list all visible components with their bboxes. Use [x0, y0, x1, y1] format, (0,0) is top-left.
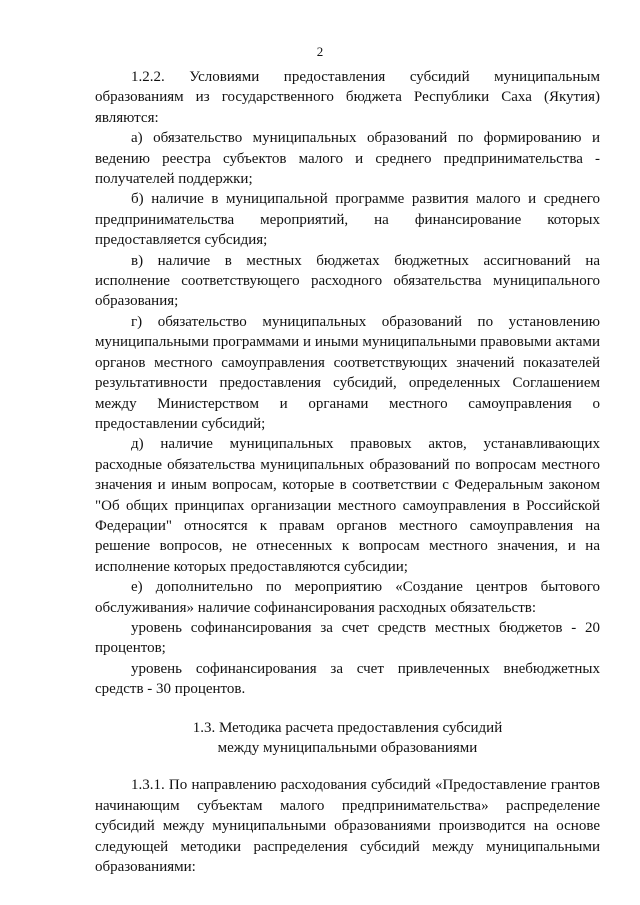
condition-item-b: б) наличие в муниципальной программе развития малого и среднего предпринимательства мероприятий, на финансирование которых предоставляется субсидия;: [95, 191, 600, 249]
page-number: 2: [316, 44, 324, 59]
condition-item-e: е) дополнительно по мероприятию «Создание центров бытового обслуживания» наличие софинансирования расходных обязательств:: [95, 579, 600, 616]
cofinancing-level-extrabudget: уровень софинансирования за счет привлеченных внебюджетных средств - 30 процентов.: [95, 660, 600, 698]
document-body: [95, 67, 600, 877]
section-heading-line-2: между муниципальными образованиями: [217, 740, 478, 756]
condition-item-a: а) обязательство муниципальных образований по формированию и ведению реестра субъектов малого и среднего предпринимательства - получателей поддержки;: [95, 130, 600, 188]
paragraph-1-2-2-intro: 1.2.2. Условиями предоставления субсидий муниципальным образованиям из государственного бюджета Республики Саха (Якутия) являются:: [95, 69, 600, 126]
condition-item-v: в) наличие в местных бюджетах бюджетных ассигнований на исполнение соответствующего расходного обязательства муниципального образования;: [95, 252, 600, 310]
cofinancing-level-local: уровень софинансирования за счет средств местных бюджетов - 20 процентов;: [95, 619, 600, 657]
section-1-3-heading: [95, 718, 600, 759]
section-heading-line-1: 1.3. Методика расчета предоставления субсидий: [192, 719, 503, 736]
paragraph-1-3-1: 1.3.1. По направлению расходования субсидий «Предоставление грантов начинающим субъектам малого предпринимательства» распределение субсидий между муниципальными образованиями производится на основе следующей методики распределения субсидий между муниципальными образованиями:: [95, 777, 600, 876]
condition-item-d: д) наличие муниципальных правовых актов, устанавливающих расходные обязательства муниципальных образований по вопросам местного значения и иным вопросам, которые в соответствии с Федеральным законом "Об общих принципах организации местного самоуправления в Российской Федерации" относятся к правам органов местного самоуправления на решение вопросов, не отнесенных к вопросам местного значения, и на исполнение которых предоставляются субсидии;: [95, 436, 600, 575]
condition-item-g: г) обязательство муниципальных образований по установлению муниципальными программами и иными муниципальными правовыми актами органов местного самоуправления соответствующих значений показателей результативности предоставления субсидий, определенных Соглашением между Министерством и органами местного самоуправления о предоставлении субсидий;: [95, 313, 600, 432]
